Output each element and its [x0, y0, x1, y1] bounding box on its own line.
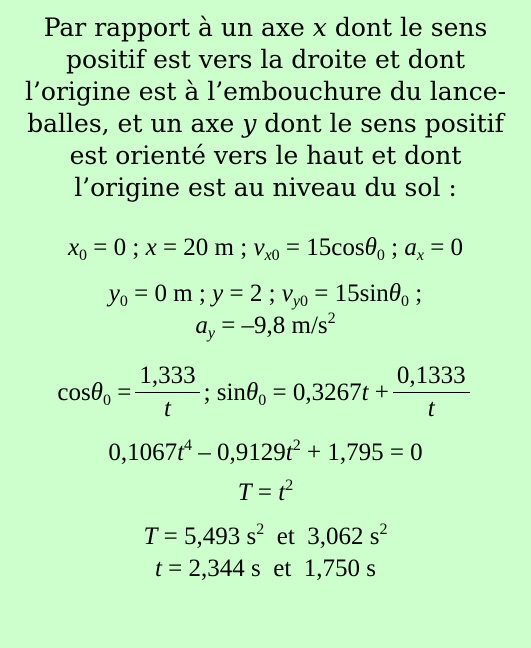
sin-expression: ; sinθ$_0$ = 0,3267t + [203, 378, 389, 409]
fraction-cos-denominator: t [163, 395, 171, 422]
fraction-sin-denominator: t [427, 395, 435, 422]
equation-trig-expressions [12, 362, 519, 423]
intro-line-2: positif est vers la droite et dont [65, 45, 465, 74]
intro-paragraph [12, 10, 519, 204]
intro-line-5: est orienté vers le haut et dont [69, 141, 462, 170]
cos-expression: cosθ$_0$ = [57, 378, 132, 409]
intro-line-4: balles, et un axe y dont le sens positif [27, 109, 504, 138]
fraction-cos-numerator: 1,333 [135, 362, 199, 393]
intro-line-3: l’origine est à l’embouchure du lance- [24, 77, 507, 106]
equation-substitution: $T = t^2$ [237, 477, 294, 506]
fraction-sin-numerator: 0,1333 [393, 362, 470, 393]
equation-T-solutions: T = 5,493 $s^2$ et 3,062 $s^2$ [143, 521, 388, 550]
intro-line-1: Par rapport à un axe x dont le sens [43, 13, 488, 42]
fraction-cos [135, 362, 199, 423]
equation-t-solutions: t = 2,344 s et 1,750 s [154, 555, 377, 582]
equation-x-conditions: $x_0 = 0$ ; x = 20 m ; $v_{x0} = 15\cos\theta_0$ ; $a_x = 0$ [67, 234, 464, 264]
equation-quartic: $0,1067t^4 - 0,9129t^2 + 1,795 = 0$ [108, 437, 423, 466]
equation-y-acceleration: $a_y = -9,8$ $m/s^2$ [195, 310, 336, 342]
intro-line-6: l’origine est au niveau du sol : [74, 173, 457, 202]
fraction-sin [393, 362, 470, 423]
equation-y-conditions: $y_0 = 0$ m ; y = 2 ; $v_{y0} = 15\sin\theta_0$ ; [108, 280, 423, 310]
